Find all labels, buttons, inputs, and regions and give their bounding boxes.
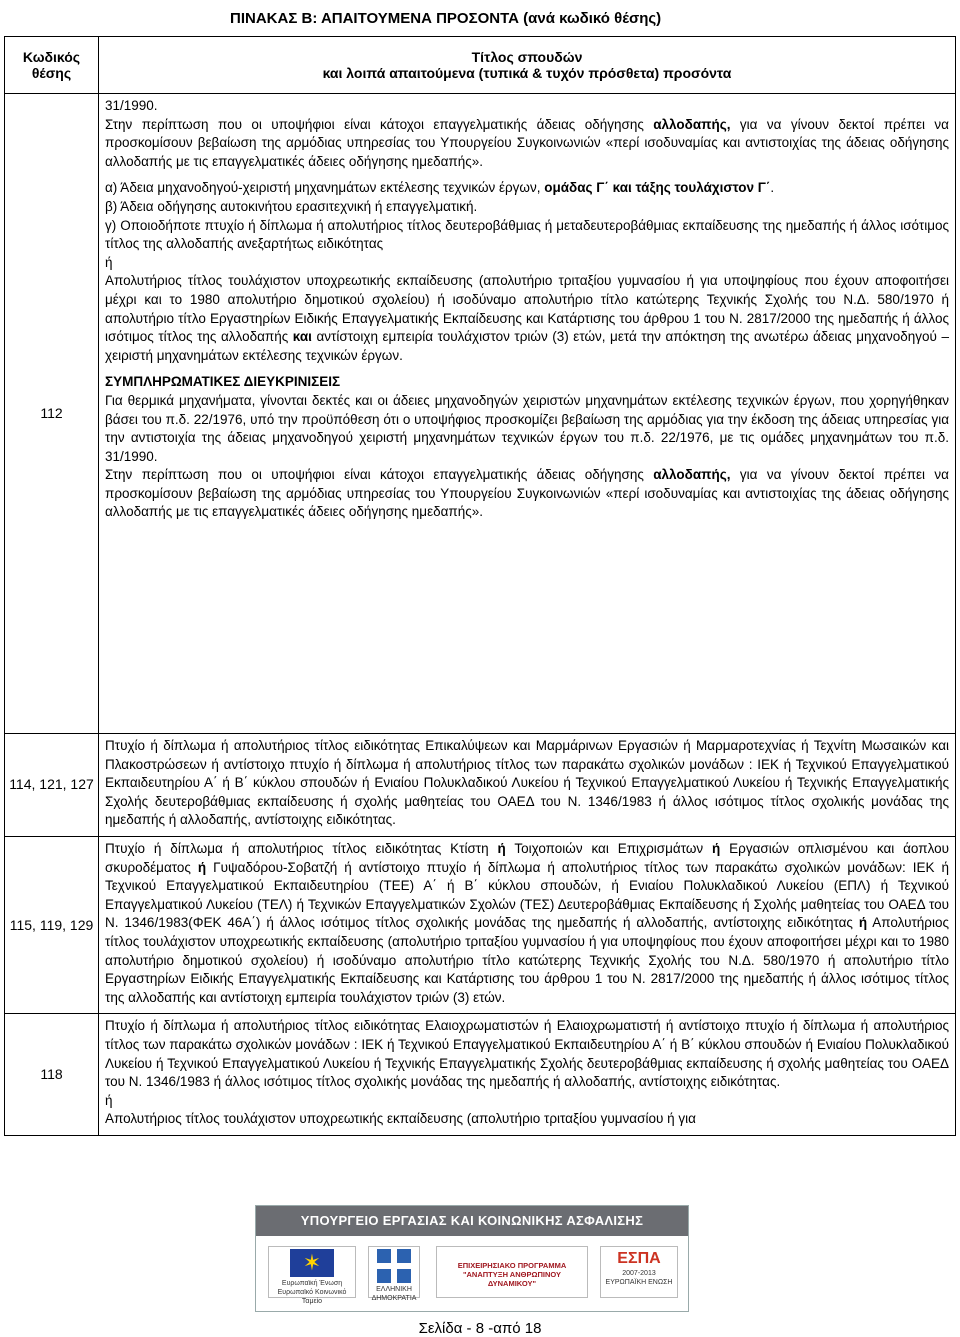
paragraph: 31/1990. — [105, 98, 158, 113]
qualification-text: Πτυχίο ή δίπλωμα ή απολυτήριος τίτλος ειδικότητας Επικαλύψεων και Μαρμάρινων Εργασιών ή Μαρμαροτεχνίας ή Τεχνίτη Μωσαικών και Πλακοστρώσεων ή αντίστοιχο πτυχίο ή δίπλωμα ή απολυτήριος τίτλος των παρακάτω σχολικών μονάδων : ΙΕΚ ή Τεχνικού Επαγγελματικού Εκπαιδευτηρίου Α΄ ή Β΄ κύκλου σπουδών ή Ενιαίου Πολυκλαδικού Λυκείου ή Τεχνικού Επαγγελματικού Λυκείου ή Τεχνικής Επαγγελματικής Σχολής δευτεροβάθμιας εκπαίδευσης ή σχολής μαθητείας του ΟΑΕΔ του Ν. 1346/1983 ή άλλος ισότιμος τίτλος σχολικής μονάδας της ημεδαπής ή αλλοδαπής, αντίστοιχης ειδικότητας. — [99, 734, 956, 837]
table-row — [5, 734, 956, 837]
eu-flag-logo: ✶ Ευρωπαϊκή Ένωση Ευρωπαϊκό Κοινωνικό Ταμείο — [268, 1246, 356, 1298]
header-qualifications — [99, 37, 956, 94]
eu-sub-label: Ευρωπαϊκό Κοινωνικό Ταμείο — [277, 1289, 347, 1305]
paragraph: Απολυτήριος τίτλος τουλάχιστον υποχρεωτικής εκπαίδευσης (απολυτήριο τριταξίου γυμνασίου ή για υποψηφίους που έχουν αποφοιτήσει μέχρι και το 1980 απολυτήριο δημοτικού σχολείου) ή ισοδύναμο απολυτήριο τίτλο κατώτερης Τεχνικής Σχολής του Ν.Δ. 580/1970 ή απολυτήριο τίτλο Εργαστηρίων Ειδικής Επαγγελματικής Εκπαίδευσης και Κατάρτισης του άρθρου 1 του Ν. 2817/2000 της ημεδαπής ή άλλος ισότιμος τίτλος της αλλοδαπής και αντίστοιχη εμπειρία τουλάχιστον τριών (3) ετών, μετά την απόκτηση της ανωτέρω άδειας μηχανοδηγού –χειριστή μηχανημάτων εκτέλεσης τεχνικών έργων. — [105, 273, 949, 363]
table-header-row — [5, 37, 956, 94]
header-qual-line1: Τίτλος σπουδών — [471, 49, 583, 65]
table-row — [5, 94, 956, 734]
greek-flag-logo — [368, 1246, 420, 1302]
header-code — [5, 37, 99, 94]
funding-banner — [255, 1205, 689, 1312]
eu-label: Ευρωπαϊκή Ένωση — [281, 1280, 343, 1287]
page-number: Σελίδα - 8 -από 18 — [418, 1320, 542, 1337]
ministry-title: ΥΠΟΥΡΓΕΙΟ ΕΡΓΑΣΙΑΣ ΚΑΙ ΚΟΙΝΩΝΙΚΗΣ ΑΣΦΑΛΙΣΗΣ — [256, 1206, 688, 1236]
section-heading: ΣΥΜΠΛΗΡΩΜΑΤΙΚΕΣ ΔΙΕΥΚΡΙΝΙΣΕΙΣ — [105, 374, 341, 390]
espa-logo — [600, 1246, 678, 1298]
espa-years: 2007-2013 — [622, 1270, 656, 1277]
position-code: 118 — [5, 1014, 99, 1136]
qualification-text: Πτυχίο ή δίπλωμα ή απολυτήριος τίτλος ειδικότητας Κτίστη ή Τοιχοποιών και Επιχρισμάτων ή Εργασιών οπλισμένου και άοπλου σκυροδέματος ή Γυψαδόρου-Σοβατζή ή αντίστοιχο πτυχίο ή δίπλωμα ή απολυτήριος τίτλος των παρακάτω σχολικών μονάδων: ΙΕΚ ή Τεχνικού Επαγγελματικού Εκπαιδευτηρίου (ΤΕΕ) Α΄ ή Β΄ κύκλου σπουδών, ή Ενιαίου Πολυκλαδικού Λυκείου (ΕΠΛ) ή Τεχνικού Επαγγελματικού Λυκείου (ΤΕΛ) ή Τεχνικών Επαγγελματικών Σχολών (ΤΕΣ) Δευτεροβάθμιας Εκπαίδευσης ή Σχολής μαθητείας του ΟΑΕΔ του Ν. 1346/1983(ΦΕΚ 46Α΄) ή άλλος ισότιμος τίτλος σχολικής μονάδας της ημεδαπής ή αλλοδαπής, αντίστοιχης ειδικότητας ή Απολυτήριος τίτλος τουλάχιστον υποχρεωτικής εκπαίδευσης (απολυτήριο τριταξίου γυμνασίου ή για υποψηφίους που έχουν αποφοιτήσει μέχρι και το 1980 απολυτήριο δημοτικού σχολείου) ή ισοδύναμο απολυτήριο τίτλο κατώτερης Τεχνικής Σχολής του Ν.Δ. 580/1970 ή απολυτήριο τίτλο Εργαστηρίων Ειδικής Επαγγελματικής Εκπαίδευσης και Κατάρτισης του άρθρου 1 του Ν. 2817/2000 της ημεδαπής ή άλλος ισότιμος τίτλος της αλλοδαπής και αντίστοιχη εμπειρία τουλάχιστον τριών (3) ετών. — [99, 836, 956, 1013]
paragraph: Στην περίπτωση που οι υποψήφιοι είναι κάτοχοι επαγγελματικής άδειας οδήγησης αλλοδαπής, για να γίνουν δεκτοί πρέπει να προσκομίσουν βεβαίωση της αρμόδιας υπηρεσίας του Υπουργείου Συγκοινωνιών «περί ισοδυναμίας και αντιστοιχίας της άδειας οδήγησης αλλοδαπής με τις επαγγελματικές άδειες οδήγησης ημεδαπής». — [105, 116, 949, 169]
qualifications-table — [4, 36, 956, 1136]
position-code: 114, 121, 127 — [5, 734, 99, 837]
paragraph: γ) Οποιοδήποτε πτυχίο ή δίπλωμα ή απολυτήριος τίτλος δευτεροβάθμιας ή μεταδευτεροβάθμιας εκπαίδευσης της ημεδαπής ή άλλος ισότιμος τίτλος της αλλοδαπής ανεξαρτήτως ειδικότητας — [105, 217, 949, 252]
epa-line2: "ΑΝΑΠΤΥΞΗ ΑΝΘΡΩΠΙΝΟΥ ΔΥΝΑΜΙΚΟΥ" — [462, 1270, 562, 1288]
paragraph: α) Άδεια μηχανοδηγού-χειριστή μηχανημάτων εκτέλεσης τεχνικών έργων, ομάδας Γ΄ και τάξης τουλάχιστον Γ΄. — [105, 180, 775, 196]
table-row — [5, 1014, 956, 1136]
gr-label: ΕΛΛΗΝΙΚΗ ΔΗΜΟΚΡΑΤΙΑ — [371, 1286, 417, 1302]
espa-sub: ΕΥΡΩΠΑΪΚΗ ΕΝΩΣΗ — [605, 1279, 673, 1286]
paragraph: Απολυτήριος τίτλος τουλάχιστον υποχρεωτικής εκπαίδευσης (απολυτήριο τριταξίου γυμνασίου ή για — [105, 1111, 696, 1127]
header-code-line1: Κωδικός — [22, 49, 81, 65]
qualification-text — [99, 1014, 956, 1136]
logo-strip — [256, 1236, 688, 1311]
paragraph: ή — [105, 254, 113, 270]
paragraph: ή — [105, 1092, 113, 1108]
paragraph: Για θερμικά μηχανήματα, γίνονται δεκτές και οι άδειες μηχανοδηγών χειριστών μηχανημάτων εκτέλεσης τεχνικών έργων, που χορηγήθηκαν βάσει του π.δ. 22/1976, υπό την προϋπόθεση ότι ο υποψήφιος προσκομίζει βεβαίωση της αρμόδιας για την έκδοση της άδειας υπηρεσίας για την αντιστοιχία της άδειας μηχανοδηγού χειριστή μηχανημάτων τεχνικών έργων του π.δ. 22/1976, με τις ομάδες μηχανημάτων του π.δ. 31/1990. — [105, 392, 949, 464]
espa-word: ΕΣΠΑ — [617, 1250, 661, 1267]
header-code-line2: θέσης — [31, 65, 72, 81]
epa-line1: ΕΠΙΧΕΙΡΗΣΙΑΚΟ ΠΡΟΓΡΑΜΜΑ — [457, 1261, 567, 1270]
header-qual-line2: και λοιπά απαιτούμενα (τυπικά & τυχόν πρόσθετα) προσόντα — [322, 65, 732, 81]
paragraph: Πτυχίο ή δίπλωμα ή απολυτήριος τίτλος ειδικότητας Ελαιοχρωματιστών ή Ελαιοχρωματιστή ή αντίστοιχο πτυχίο ή δίπλωμα ή απολυτήριος τίτλος των παρακάτω σχολικών μονάδων : ΙΕΚ ή Τεχνικού Επαγγελματικού Εκπαιδευτηρίου Α΄ ή Β΄ κύκλου σπουδών ή Ενιαίου Πολυκλαδικού Λυκείου ή Τεχνικού Επαγγελματικού Λυκείου ή Τεχνικής Επαγγελματικής Σχολής δευτεροβάθμιας εκπαίδευσης ή σχολής μαθητείας του ΟΑΕΔ του Ν. 1346/1983 ή άλλος ισότιμος τίτλος σχολικής μονάδας της ημεδαπής ή αλλοδαπής, αντίστοιχης ειδικότητας. — [105, 1018, 949, 1090]
table-row — [5, 836, 956, 1013]
position-code: 112 — [5, 94, 99, 734]
paragraph: β) Άδεια οδήγησης αυτοκινήτου ερασιτεχνική ή επαγγελματική. — [105, 198, 478, 214]
paragraph: Στην περίπτωση που οι υποψήφιοι είναι κάτοχοι επαγγελματικής άδειας οδήγησης αλλοδαπής, για να γίνουν δεκτοί πρέπει να προσκομίσουν βεβαίωση της αρμόδιας υπηρεσίας του Υπουργείου Συγκοινωνιών «περί ισοδυναμίας και αντιστοιχίας της άδειας οδήγησης αλλοδαπής με τις επαγγελματικές άδειες οδήγησης ημεδαπής». — [105, 467, 949, 520]
page-title: ΠΙΝΑΚΑΣ Β: ΑΠΑΙΤΟΥΜΕΝΑ ΠΡΟΣΟΝΤΑ (ανά κωδικό θέσης) — [230, 10, 662, 27]
operational-programme-logo — [436, 1246, 588, 1298]
position-code: 115, 119, 129 — [5, 836, 99, 1013]
qualification-text — [99, 94, 956, 734]
